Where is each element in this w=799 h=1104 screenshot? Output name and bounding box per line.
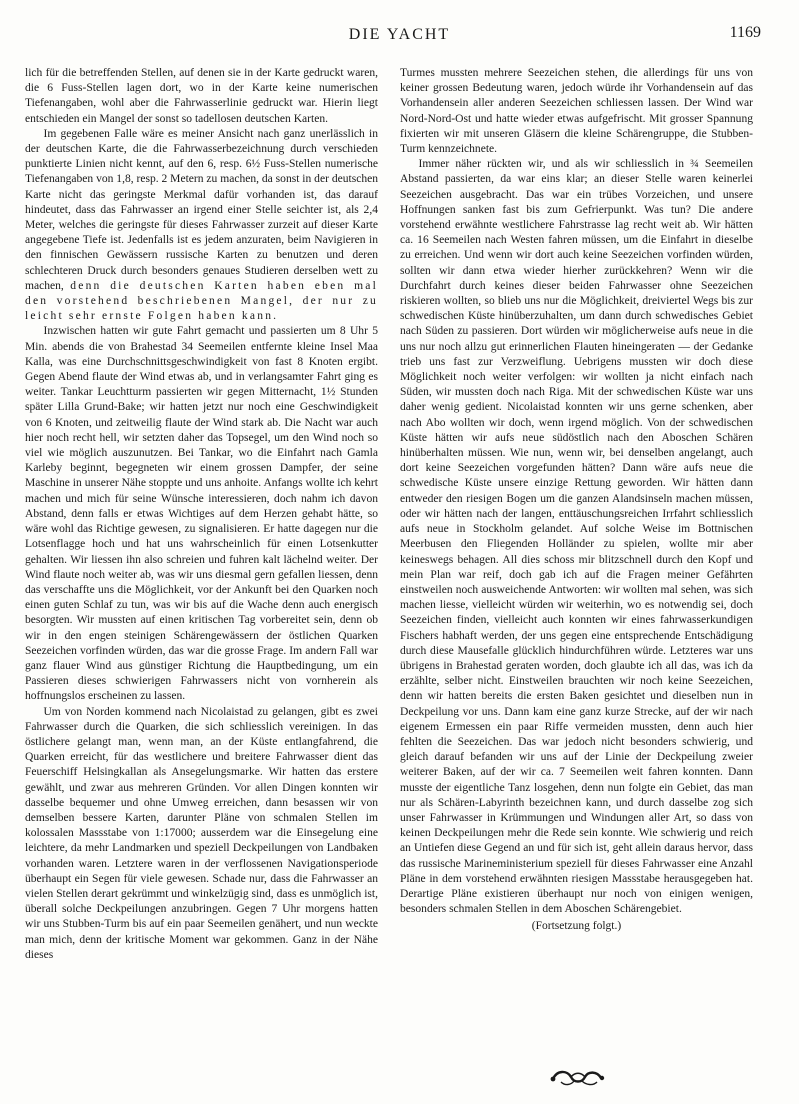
continuation-note: (Fortsetzung folgt.)	[531, 920, 622, 933]
paragraph: Immer näher rückten wir, und als wir schliesslich in ¾ Seemeilen Abstand passierten, da war eins klar; an dieser Stelle waren keinerlei Seezeichen ausgebracht. Das war ein trübes Vorzeichen, und unsere Hoffnungen sanken fast bis zum Gefrierpunkt. Was tun? Die andere vorstehend erwähnte westlichere Fahrstrasse lag recht weit ab. Wir hätten ca. 16 Seemeilen nach Westen fahren müssen, um die Einfahrt in dieselbe zu erreichen. Und wenn wir dort auch keine Seezeichen vorfinden würden, sollten wir dann etwa wieder hierher zurückkehren? Wenn wir die Durchfahrt durch keines dieser beiden Fahrwasser ohne Seezeichen riskieren wollten, so blieb uns nur die Möglichkeit, dreiviertel Wegs bis zur schwedischen Küste hinüberzuhalten, um dann durch schwedisches Gebiet nach Süden zu passieren. Dort würden wir möglicherweise aufs neue in die uns nur noch allzu gut erinnerlichen Flauten hineingeraten — der Gedanke trieb uns fast zur Verzweiflung. Uebrigens mussten wir doch diese Möglichkeit noch weiter verfolgen: wir wollten ja nicht einfach nach Süden, wir mussten doch nach Riga. Mit der schwedischen Küste war uns daher wenig gedient. Nicolaistad konnten wir uns gerne schenken, aber nach Abo wollten wir doch, wenn irgend möglich. Von der schwedischen Küste hätten wir aufs neue südöstlich nach den Aboschen Schären hinüberhalten müssen. Wie nun, wenn wir, bei denselben angelangt, auch dort keine Seezeichen vorgefunden hätten? Dann wäre aufs neue die schwedische Küste unsere einzige Rettung geworden. Wir hätten dann entweder den riesigen Bogen um die ganzen Alandsinseln machen müssen, oder wir hätten nach der langen, enttäuschungsreichen Irrfahrt schliesslich aufs neue in Stockholm gelandet. Auf solche Weise im Bottnischen Meerbusen den Fliegenden Holländer zu spielen, wollte mir aber keineswegs behagen. All dies schoss mir blitzschnell durch den Kopf und mein Plan war reif, doch gab ich auf die Fragen meiner Gefährten einstweilen noch ausweichende Antworten: wir wollten mal sehen, was sich machen liesse, vielleicht würden wir weiterhin, wo es notwendig sei, doch Seezeichen finden, vielleicht auch konnten wir eines fahrwasserkundigen Fischers habhaft werden, der uns gegen eine entsprechende Entschädigung durch diese Mausefalle glücklich hindurchführen würde. Letzteres war uns übrigens in Brahestad geraten worden, doch glaubte ich all das, was ich da erzählte, selber nicht. Einstweilen brauchten wir noch keine Seezeichen, denn wir hatten bereits die ersten Baken gesichtet und dieselben nun in Deckpeilung vor uns. Dann kam eine ganz kurze Strecke, auf der wir nach eigenem Ermessen ein paar Riffe vermeiden mussten, denn auch hier fehlten die Seezeichen. Das war jedoch nicht besonders schwierig, und gleich darauf befanden wir uns auf der Linie der Deckpeilung zweier weiterer Baken, auf der wir ca. 7 Seemeilen weit fahren konnten. Dann musste der eigentliche Tanz losgehen, denn nun folgte ein Gebiet, das man nur als Schären-Labyrinth bezeichnen kann, und durch dasselbe zog sich unser Fahrwasser in Krümmungen und Windungen aller Art, so dass von keinen Deckpeilungen mehr die Rede sein konnte. Wie schwierig und reich an Untiefen diese Gegend an und für sich ist, geht allein daraus hervor, dass das russische Marineministerium speziell für dieses Fahrwasser eine Anzahl Pläne in dem vorstehend erwähnten riesigen Massstabe herausgegeben hat. Derartige Pläne existieren überhaupt nur noch von einigen wenigen, besonders schmalen Stellen in dem Aboschen Schärengebiet.	[400, 158, 753, 916]
paragraph: Inzwischen hatten wir gute Fahrt gemacht und passierten um 8 Uhr 5 Min. abends die von Brahestad 34 Seemeilen entfernte kleine Insel Maa Kalla, was eine Durchschnittsgeschwindigkeit von fast 8 Knoten ergibt. Gegen Abend flaute der Wind etwas ab, und in verlangsamter Fahrt ging es weiter. Tankar Leuchtturm passierten wir gegen Mitternacht, 1½ Stunden später Lilla Grund-Bake; wir hatten jetzt nur noch eine Geschwindigkeit von 6 Knoten, und zeitweilig flaute der Wind stark ab. Die Nacht war auch hier noch recht hell, wir setzten daher das Topsegel, um den Wind noch so viel wie möglich auszunutzen. Bei Tankar, wo die Einfahrt nach Gamla Karleby beginnt, begegneten wir einem grossen Dampfer, der seine Maschine in unserer Nähe stoppte und uns anhoite. Anfangs wollte ich kehrt machen und mich für seine Wünsche interessieren, doch nahm ich davon Abstand, denn falls er etwas Wichtiges auf dem Herzen gehabt hätte, so wäre wohl das Richtige gewesen, zu signalisieren. Er hatte dagegen nur die Lotsenflagge hoch und hat uns wahrscheinlich für einen Lotsenkutter gehalten. Wir liessen ihn also schreien und fuhren kalt lächelnd weiter. Der Wind flaute noch weiter ab, was wir uns diesmal gern gefallen liessen, denn das verschaffte uns die Möglichkeit, vor der Ankunft bei den Quarken noch einen guten Schlaf zu tun, was wir bis auf die Wache denn auch energisch besorgten. Wir mussten auf einen kritischen Tag vorbereitet sein, denn ob wir in den engen steinigen Schärengewässern der östlichen Quarken Seezeichen vorfinden würden, das war die grosse Frage. Im andern Fall war ganz flauer Wind aus günstiger Richtung die Hauptbedingung, um ein Passieren dieses schwierigen Fahrwassers nicht von vornherein als hoffnungslos erscheinen zu lassen.	[25, 325, 378, 703]
page-number: 1169	[729, 24, 761, 41]
paragraph	[25, 127, 378, 325]
decorative-fleuron-icon	[547, 1066, 609, 1088]
paragraph: Um von Norden kommend nach Nicolaistad zu gelangen, gibt es zwei Fahrwasser durch die Quarken, die sich schliesslich vereinigen. In das östlichere gelangt man, wenn man, an der Küste entlangfahrend, die Quarken erreicht, für das westlichere und breitere Fahrwasser dient das Feuerschiff Helsingkallan als Ansegelungsmarke. Wir hatten das erstere gewählt, und zwar aus mehreren Gründen. Vor allen Dingen konnten wir dasselbe bequemer und ohne Umweg erreichen, dann besassen wir von demselben bessere Karten, darunter Pläne von schmalen Stellen im kolossalen Massstabe von 1:17000; ausserdem war die Einsegelung eine leichtere, da mehr Landmarken und speziell Deckpeilungen von Landbaken vorhanden waren. Letztere waren in der verflossenen Navigationsperiode überhaupt ein Segen für viele gewesen. Schade nur, dass die Fahrwasser an vielen Stellen derart gekrümmt und winkelzügig sind, dass es unmöglich ist, überall solche Deckpeilungen anzubringen. Gegen 7 Uhr morgens hatten wir uns Stubben-Turm bis auf ein paar Seemeilen genähert, und nun weckte man mich, denn der kritische Moment war gekommen. Ganz in der Nähe dieses	[25, 705, 378, 961]
right-column	[400, 66, 753, 935]
paragraph: lich für die betreffenden Stellen, auf denen sie in der Karte gedruckt waren, die 6 Fuss-Stellen lagen dort, wo in der Karte keine numerischen Tiefenangaben, wohl aber die Fahrwasserlinie gedruckt war. Hierin liegt entschieden ein Mangel der sonst so tadellosen deutschen Karten.	[25, 67, 378, 125]
emphasized-text: denn die deutschen Karten haben eben mal den vorstehend beschriebenen Mangel, der nur zu leicht sehr ernste Folgen haben kann.	[25, 279, 378, 323]
paragraph-text: Im gegebenen Falle wäre es meiner Ansicht nach ganz unerlässlich in der deutschen Karte, die die Fahrwasserbezeichnung durch verschieden punktierte Linien nicht kennt, auf den 6, resp. 6½ Fuss-Stellen numerische Tiefenangaben von 1,8, resp. 2 Metern zu machen, da sonst in der deutschen Karte nicht das geringste Merkmal dafür vorhanden ist, das darauf hindeutet, dass das Fahrwasser an irgend einer Stelle seichter ist, als 2,4 Meter, welches die geringste für dieses Fahrwasser zurzeit auf dieser Karte angegebene Tiefe ist. Jedenfalls ist es jedem anzuraten, beim Navigieren in den finnischen Gewässern russische Karten zu benutzen und deren schlechteren Druck durch besonders genaues Studieren derselben wett zu machen,	[25, 127, 378, 292]
journal-title: DIE YACHT	[348, 26, 451, 43]
page-header	[0, 22, 799, 44]
left-column	[25, 66, 378, 963]
paragraph: Turmes mussten mehrere Seezeichen stehen, die allerdings für uns von keiner grossen Bedeutung waren, jedoch würde ihr Vorhandensein auf das Vorhandensein aller anderen Seezeichen schliessen lassen. Der Wind war Nord-Nord-Ost und hatte wieder etwas aufgefrischt. Mit grosser Spannung fixierten wir mit unseren Gläsern die kleine Schärengruppe, die Stubben-Turm kennzeichnete.	[400, 67, 753, 156]
